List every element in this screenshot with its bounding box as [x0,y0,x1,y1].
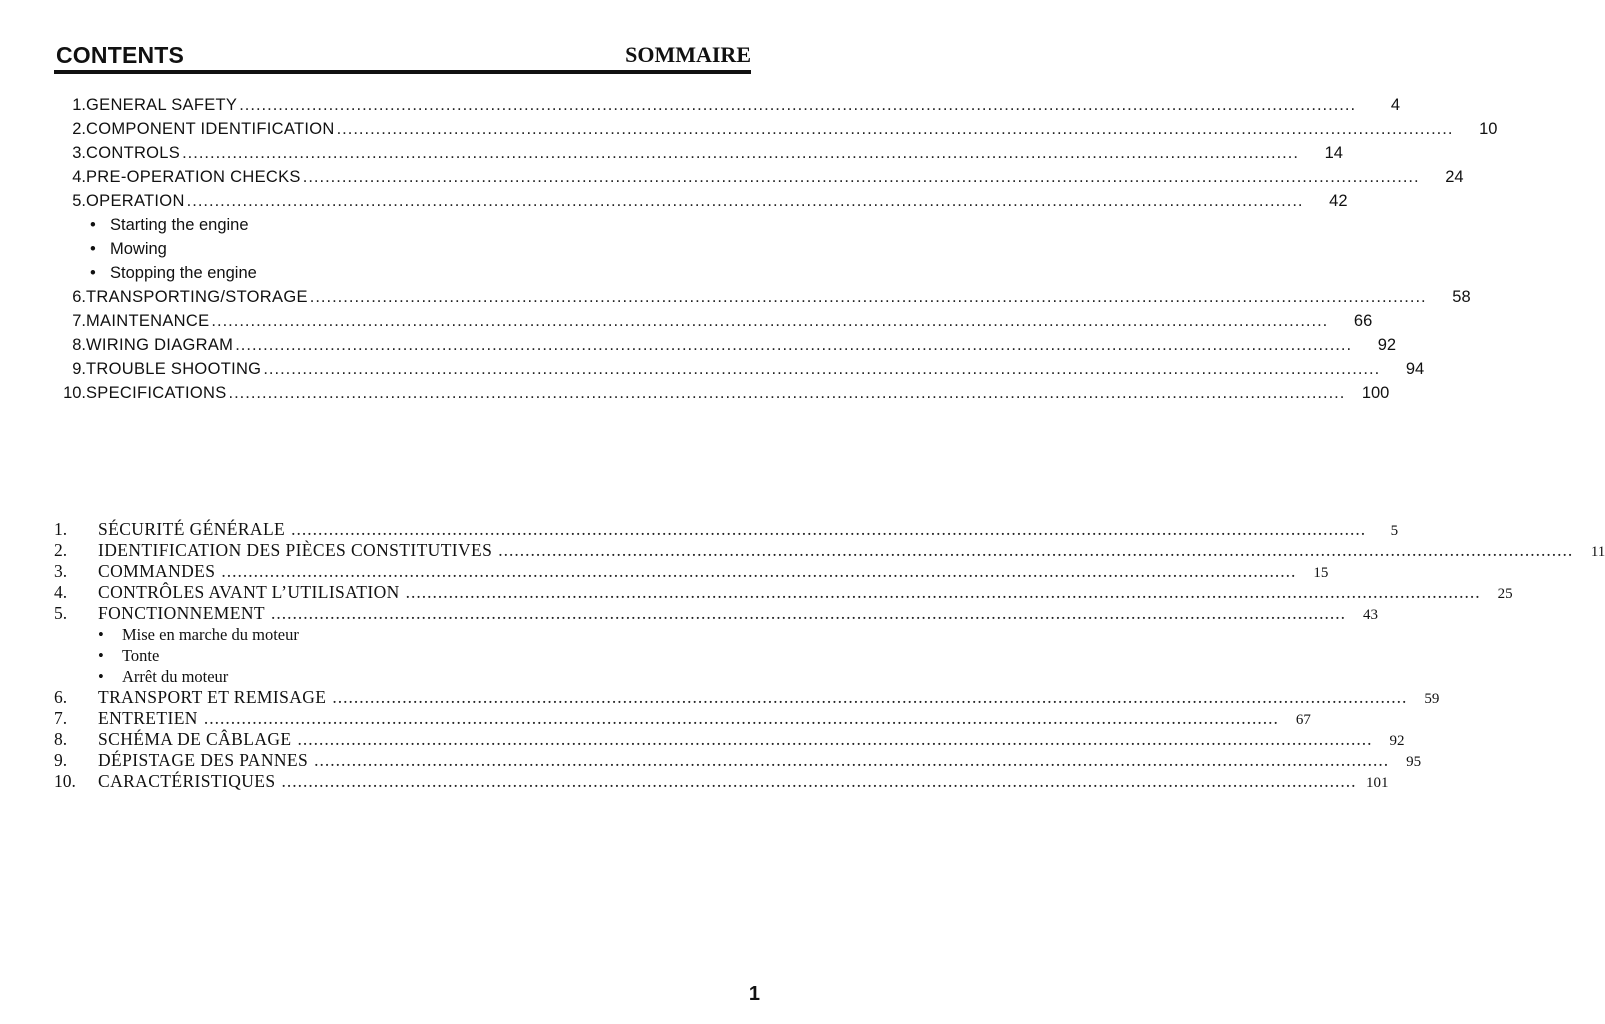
dot-leader: ........................................................................................................................................................................................................ [291,519,1367,539]
toc-entry [54,117,1498,141]
dot-leader: ........................................................................................................................................................................................................ [270,603,1346,623]
toc-entry-title: CARACTÉRISTIQUES [98,771,276,791]
toc-entry-number: 7. [72,312,86,330]
page-header [54,40,751,74]
toc-subitem-text: Tonte [122,646,160,665]
toc-subitem-text: Mise en marche du moteur [122,625,299,644]
toc-entry-title: CONTROLS [86,144,181,162]
toc-entry [54,189,1348,213]
dot-leader: ........................................................................................................................................................................................................ [314,750,1390,770]
toc-entry [54,285,1471,309]
bullet-icon: • [98,625,104,644]
toc-entry-title: FONCTIONNEMENT [98,603,265,623]
bullet-icon: • [90,216,96,234]
toc-entry-number: 3. [54,561,68,581]
toc-entry-title: COMMANDES [98,561,216,581]
toc-entry [54,519,1399,540]
toc-entry-number: 5. [72,192,86,210]
toc-entry-page: 94 [1405,360,1425,378]
toc-entry-title: DÉPISTAGE DES PANNES [98,750,309,770]
dot-leader: ........................................................................................................................................................................................................ [235,336,1353,354]
toc-entry-title: OPERATION [86,192,185,210]
dot-leader: ........................................................................................................................................................................................................ [498,540,1574,560]
toc-entry-title: SCHÉMA DE CÂBLAGE [98,729,292,749]
dot-leader: ........................................................................................................................................................................................................ [182,144,1299,162]
toc-entry-number: 1. [72,96,86,114]
toc-entry [54,603,1378,624]
toc-entry [54,561,1329,582]
toc-entry-page: 95 [1406,754,1422,770]
toc-entry-number: 2. [72,120,86,138]
dot-leader: ........................................................................................................................................................................................................ [203,708,1279,728]
toc-entry-page: 92 [1389,733,1405,749]
toc-entry-page: 14 [1324,144,1343,162]
toc-entry-page: 100 [1361,384,1390,402]
french-table-of-contents [54,519,1605,792]
toc-entry-page: 11 [1590,544,1605,560]
toc-entry [54,165,1464,189]
toc-entry-title: IDENTIFICATION DES PIÈCES CONSTITUTIVES [98,540,493,560]
toc-subitem [54,645,746,666]
toc-entry-number: 4. [72,168,86,186]
toc-entry-number: 9. [72,360,86,378]
toc-entry [54,540,1605,561]
toc-entry-title: COMPONENT IDENTIFICATION [86,120,335,138]
toc-entry-number: 5. [54,603,68,623]
toc-entry [54,687,1440,708]
dot-leader: ........................................................................................................................................................................................................ [239,96,1357,114]
toc-entry-number: 10. [54,771,76,791]
dot-leader: ........................................................................................................................................................................................................ [263,360,1381,378]
page-number: 1 [748,983,760,1005]
dot-leader: ........................................................................................................................................................................................................ [336,120,1454,138]
contents-heading: CONTENTS [56,42,185,68]
toc-entry-page: 25 [1497,586,1513,602]
toc-entry-page: 43 [1362,607,1378,623]
bullet-icon: • [98,667,104,686]
toc-entry-number: 6. [72,288,86,306]
toc-entry-page: 42 [1329,192,1348,210]
sommaire-heading: SOMMAIRE [625,42,751,67]
toc-entry-title: WIRING DIAGRAM [86,336,234,354]
toc-entry-page: 58 [1452,288,1471,306]
toc-entry-number: 1. [54,519,68,539]
toc-subitem-text: Arrêt du moteur [122,667,229,686]
toc-entry [54,729,1405,750]
toc-subitem [54,624,746,645]
toc-entry-page: 15 [1313,565,1329,581]
bullet-icon: • [90,264,96,282]
toc-entry-title: SPECIFICATIONS [86,384,227,402]
toc-entry-number: 3. [72,144,86,162]
toc-entry-page: 66 [1353,312,1373,330]
toc-subitem [54,261,754,285]
dot-leader: ........................................................................................................................................................................................................ [302,168,1420,186]
toc-entry [54,750,1422,771]
toc-entry [54,381,1390,405]
dot-leader: ........................................................................................................................................................................................................ [332,687,1408,707]
toc-entry [54,93,1401,117]
toc-entry-number: 7. [54,708,68,728]
toc-entry-number: 6. [54,687,68,707]
toc-entry-number: 8. [72,336,86,354]
toc-entry [54,309,1373,333]
toc-entry-page: 10 [1479,120,1498,138]
dot-leader: ........................................................................................................................................................................................................ [228,384,1346,402]
toc-entry-number: 2. [54,540,68,560]
toc-entry-number: 10. [63,384,86,402]
toc-entry-title: GENERAL SAFETY [86,96,238,114]
toc-entry-title: TROUBLE SHOOTING [86,360,262,378]
dot-leader: ........................................................................................................................................................................................................ [297,729,1373,749]
bullet-icon: • [90,240,96,258]
dot-leader: ........................................................................................................................................................................................................ [405,582,1481,602]
toc-subitem-text: Mowing [110,240,167,258]
toc-entry [54,582,1513,603]
toc-entry-page: 24 [1445,168,1464,186]
dot-leader: ........................................................................................................................................................................................................ [186,192,1304,210]
toc-entry [54,357,1425,381]
toc-entry [54,141,1343,165]
toc-subitem [54,237,754,261]
toc-subitem-text: Starting the engine [110,216,249,234]
toc-entry [54,333,1397,357]
dot-leader: ........................................................................................................................................................................................................ [211,312,1329,330]
toc-entry-page: 4 [1390,96,1401,114]
toc-entry-page: 59 [1424,691,1440,707]
toc-subitem [54,213,754,237]
toc-entry-title: TRANSPORTING/STORAGE [86,288,308,306]
toc-entry [54,771,1389,792]
toc-entry-number: 9. [54,750,68,770]
toc-entry-page: 101 [1366,775,1389,791]
toc-subitem [54,666,746,687]
dot-leader: ........................................................................................................................................................................................................ [221,561,1297,581]
bullet-icon: • [98,646,104,665]
toc-entry-page: 92 [1377,336,1397,354]
toc-entry-title: MAINTENANCE [86,312,210,330]
toc-entry-number: 4. [54,582,68,602]
dot-leader: ........................................................................................................................................................................................................ [281,771,1357,791]
toc-entry-title: TRANSPORT ET REMISAGE [98,687,327,707]
toc-entry [54,708,1311,729]
toc-entry-title: SÉCURITÉ GÉNÉRALE [98,519,286,539]
toc-subitem-text: Stopping the engine [110,264,257,282]
toc-entry-title: ENTRETIEN [98,708,198,728]
toc-entry-title: PRE-OPERATION CHECKS [86,168,301,186]
toc-entry-page: 5 [1390,523,1399,539]
toc-entry-page: 67 [1295,712,1311,728]
toc-entry-title: CONTRÔLES AVANT L’UTILISATION [98,582,400,602]
english-table-of-contents [54,93,1498,405]
dot-leader: ........................................................................................................................................................................................................ [309,288,1427,306]
toc-entry-number: 8. [54,729,68,749]
